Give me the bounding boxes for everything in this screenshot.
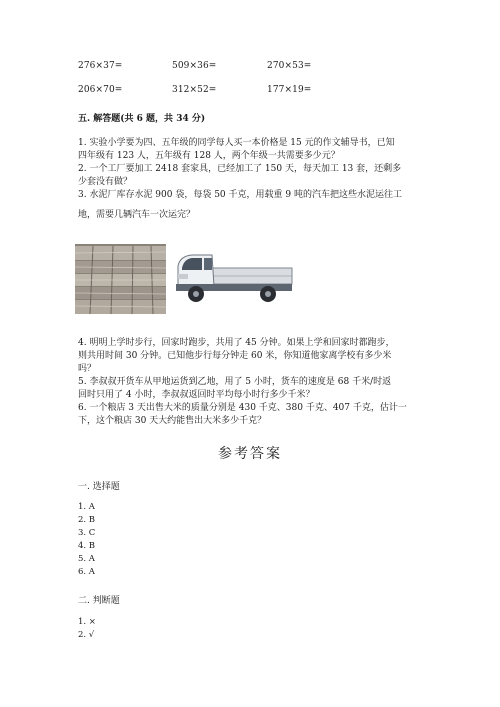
question-line: 下，这个粮店 30 天大约能售出大米多少千克？ bbox=[78, 416, 267, 426]
answers-section-heading: 一. 选择题 bbox=[78, 482, 120, 492]
question-line: 少套没有做？ bbox=[78, 177, 133, 187]
answers-section-heading: 二. 判断题 bbox=[78, 596, 120, 606]
question-line: 则共用时间 30 分钟。已知他步行每分钟走 60 米，你知道他家离学校有多少米 bbox=[78, 351, 392, 361]
calc-item: 177×19= bbox=[267, 85, 312, 95]
answer-item: 1. × bbox=[78, 617, 96, 627]
calc-item: 276×37= bbox=[78, 61, 123, 71]
answer-item: 2. B bbox=[78, 515, 96, 525]
answers-title: 参考答案 bbox=[218, 446, 282, 462]
cement-bags-photo bbox=[75, 244, 166, 314]
question-line: 2. 一个工厂要加工 2418 套家具，已经加工了 150 天，每天加工 13 套，还剩多 bbox=[78, 164, 402, 174]
question-line: 地，需要几辆汽车一次运完？ bbox=[78, 210, 196, 220]
truck-photo bbox=[172, 246, 296, 312]
calc-item: 270×53= bbox=[267, 61, 312, 71]
calc-item: 312×52= bbox=[172, 85, 217, 95]
question-line: 回时只用了 4 小时，李叔叔返回时平均每小时行多少千米？ bbox=[78, 390, 315, 400]
calc-item: 509×36= bbox=[172, 61, 217, 71]
answer-item: 5. A bbox=[78, 554, 95, 564]
answer-item: 2. √ bbox=[78, 630, 95, 640]
question-line: 6. 一个粮店 3 天出售大米的质量分别是 430 千克、380 千克、407 千克，估计一 bbox=[78, 403, 407, 413]
answer-item: 4. B bbox=[78, 541, 96, 551]
question-line: 3. 水泥厂库存水泥 900 袋，每袋 50 千克，用载重 9 吨的汽车把这些水泥运往工 bbox=[78, 190, 402, 200]
section-heading: 五. 解答题(共 6 题，共 34 分) bbox=[78, 114, 206, 124]
answer-item: 6. A bbox=[78, 567, 95, 577]
question-line: 吗？ bbox=[78, 364, 97, 374]
question-line: 5. 李叔叔开货车从甲地运货到乙地，用了 5 小时，货车的速度是 68 千米/时返 bbox=[78, 377, 392, 387]
question-line: 四年级有 123 人，五年级有 128 人，两个年级一共需要多少元？ bbox=[78, 151, 340, 161]
question-line: 4. 明明上学时步行，回家时跑步，共用了 45 分钟。如果上学和回家时都跑步， bbox=[78, 338, 395, 348]
question-line: 1. 实验小学要为四、五年级的同学每人买一本价格是 15 元的作文辅导书，已知 bbox=[78, 138, 395, 148]
answer-item: 1. A bbox=[78, 502, 95, 512]
calc-item: 206×70= bbox=[78, 85, 123, 95]
answer-item: 3. C bbox=[78, 528, 96, 538]
